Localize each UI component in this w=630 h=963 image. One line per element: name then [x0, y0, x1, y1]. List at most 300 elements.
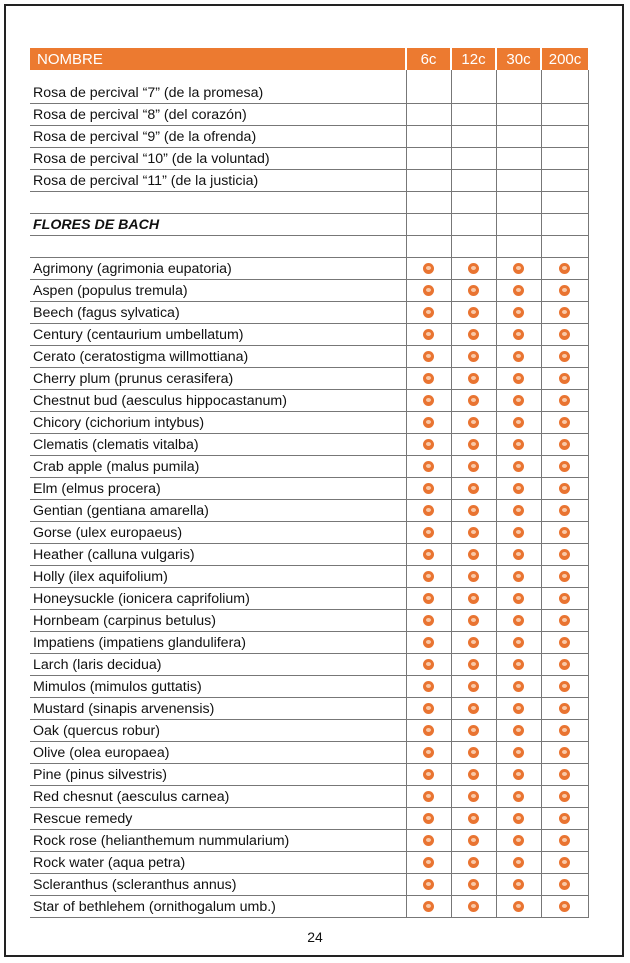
availability-dot-icon — [559, 725, 570, 736]
remedy-name: Holly (ilex aquifolium) — [30, 566, 406, 588]
availability-dot-icon — [468, 835, 479, 846]
remedy-name: Crab apple (malus pumila) — [30, 456, 406, 478]
availability-dot-icon — [513, 857, 524, 868]
potency-cell-6c — [406, 610, 451, 632]
remedy-name: Chicory (cichorium intybus) — [30, 412, 406, 434]
table-row — [30, 522, 588, 544]
potency-cell-6c — [406, 566, 451, 588]
blank-row — [30, 236, 588, 258]
availability-dot-icon — [559, 703, 570, 714]
remedy-name: Aspen (populus tremula) — [30, 280, 406, 302]
section-row — [30, 214, 588, 236]
potency-cell-6c — [406, 456, 451, 478]
potency-cell-12c — [451, 698, 496, 720]
availability-dot-icon — [513, 351, 524, 362]
table-row — [30, 742, 588, 764]
table-row — [30, 808, 588, 830]
availability-dot-icon — [423, 659, 434, 670]
potency-cell-200c — [541, 390, 588, 412]
potency-cell-6c — [406, 368, 451, 390]
remedy-name: Rosa de percival “7” (de la promesa) — [30, 82, 406, 104]
availability-dot-icon — [468, 659, 479, 670]
potency-cell-6c — [406, 148, 451, 170]
availability-dot-icon — [513, 769, 524, 780]
potency-cell-200c — [541, 830, 588, 852]
potency-cell-200c — [541, 500, 588, 522]
potency-cell-12c — [451, 148, 496, 170]
table-row — [30, 632, 588, 654]
availability-dot-icon — [468, 879, 479, 890]
potency-cell-30c — [496, 830, 541, 852]
availability-dot-icon — [423, 549, 434, 560]
availability-dot-icon — [468, 417, 479, 428]
availability-dot-icon — [513, 417, 524, 428]
availability-dot-icon — [559, 659, 570, 670]
potency-cell-12c — [451, 632, 496, 654]
availability-dot-icon — [559, 769, 570, 780]
potency-cell-200c — [541, 126, 588, 148]
remedy-name: Rosa de percival “9” (de la ofrenda) — [30, 126, 406, 148]
availability-dot-icon — [423, 857, 434, 868]
availability-dot-icon — [423, 879, 434, 890]
availability-dot-icon — [559, 901, 570, 912]
remedies-table — [30, 48, 589, 918]
potency-cell-6c — [406, 170, 451, 192]
potency-cell-6c — [406, 654, 451, 676]
availability-dot-icon — [468, 285, 479, 296]
table-row — [30, 676, 588, 698]
potency-cell-12c — [451, 456, 496, 478]
potency-cell-12c — [451, 544, 496, 566]
availability-dot-icon — [513, 571, 524, 582]
table-row — [30, 170, 588, 192]
availability-dot-icon — [423, 681, 434, 692]
potency-cell-12c — [451, 610, 496, 632]
availability-dot-icon — [513, 285, 524, 296]
potency-cell-6c — [406, 544, 451, 566]
potency-cell-30c — [496, 478, 541, 500]
availability-dot-icon — [559, 373, 570, 384]
remedy-name: Gentian (gentiana amarella) — [30, 500, 406, 522]
remedy-name: Agrimony (agrimonia eupatoria) — [30, 258, 406, 280]
potency-cell-30c — [496, 698, 541, 720]
potency-cell-200c — [541, 192, 588, 214]
table-row — [30, 478, 588, 500]
table-row — [30, 720, 588, 742]
potency-cell-30c — [496, 236, 541, 258]
availability-dot-icon — [423, 615, 434, 626]
availability-dot-icon — [559, 549, 570, 560]
column-header-6c: 6c — [406, 48, 451, 70]
availability-dot-icon — [513, 791, 524, 802]
potency-cell-200c — [541, 412, 588, 434]
availability-dot-icon — [513, 901, 524, 912]
potency-cell-200c — [541, 346, 588, 368]
potency-cell-200c — [541, 456, 588, 478]
availability-dot-icon — [559, 505, 570, 516]
potency-cell-30c — [496, 456, 541, 478]
potency-cell-200c — [541, 588, 588, 610]
remedy-name: Rock water (aqua petra) — [30, 852, 406, 874]
potency-cell-12c — [451, 434, 496, 456]
availability-dot-icon — [559, 263, 570, 274]
potency-cell-6c — [406, 434, 451, 456]
potency-cell-200c — [541, 874, 588, 896]
potency-cell-6c — [406, 786, 451, 808]
table-row — [30, 280, 588, 302]
remedy-name: Cerato (ceratostigma willmottiana) — [30, 346, 406, 368]
potency-cell-6c — [406, 412, 451, 434]
availability-dot-icon — [513, 725, 524, 736]
potency-cell-6c — [406, 698, 451, 720]
potency-cell-200c — [541, 280, 588, 302]
availability-dot-icon — [559, 417, 570, 428]
potency-cell-30c — [496, 852, 541, 874]
availability-dot-icon — [468, 483, 479, 494]
potency-cell-30c — [496, 654, 541, 676]
potency-cell-200c — [541, 764, 588, 786]
availability-dot-icon — [559, 747, 570, 758]
availability-dot-icon — [513, 637, 524, 648]
availability-dot-icon — [468, 263, 479, 274]
potency-cell-12c — [451, 126, 496, 148]
availability-dot-icon — [468, 351, 479, 362]
potency-cell-30c — [496, 566, 541, 588]
availability-dot-icon — [513, 879, 524, 890]
potency-cell-6c — [406, 302, 451, 324]
availability-dot-icon — [559, 813, 570, 824]
potency-cell-12c — [451, 764, 496, 786]
potency-cell-200c — [541, 104, 588, 126]
remedy-name: Gorse (ulex europaeus) — [30, 522, 406, 544]
availability-dot-icon — [423, 769, 434, 780]
potency-cell-30c — [496, 522, 541, 544]
potency-cell-6c — [406, 852, 451, 874]
availability-dot-icon — [559, 307, 570, 318]
potency-cell-12c — [451, 390, 496, 412]
availability-dot-icon — [513, 373, 524, 384]
availability-dot-icon — [559, 395, 570, 406]
availability-dot-icon — [559, 791, 570, 802]
remedy-name: Impatiens (impatiens glandulifera) — [30, 632, 406, 654]
availability-dot-icon — [423, 329, 434, 340]
availability-dot-icon — [559, 637, 570, 648]
availability-dot-icon — [513, 703, 524, 714]
potency-cell-200c — [541, 896, 588, 918]
potency-cell-30c — [496, 786, 541, 808]
availability-dot-icon — [468, 373, 479, 384]
potency-cell-30c — [496, 148, 541, 170]
potency-cell-12c — [451, 412, 496, 434]
availability-dot-icon — [513, 593, 524, 604]
availability-dot-icon — [559, 483, 570, 494]
potency-cell-6c — [406, 764, 451, 786]
table-row — [30, 456, 588, 478]
potency-cell-12c — [451, 214, 496, 236]
potency-cell-6c — [406, 258, 451, 280]
potency-cell-200c — [541, 676, 588, 698]
availability-dot-icon — [468, 901, 479, 912]
availability-dot-icon — [559, 351, 570, 362]
availability-dot-icon — [468, 637, 479, 648]
table-row — [30, 390, 588, 412]
potency-cell-6c — [406, 632, 451, 654]
table-row — [30, 896, 588, 918]
availability-dot-icon — [423, 901, 434, 912]
table-row — [30, 82, 588, 104]
availability-dot-icon — [468, 725, 479, 736]
potency-cell-12c — [451, 896, 496, 918]
table-row — [30, 588, 588, 610]
potency-cell-200c — [541, 544, 588, 566]
availability-dot-icon — [468, 769, 479, 780]
potency-cell-30c — [496, 808, 541, 830]
table-row — [30, 654, 588, 676]
availability-dot-icon — [513, 307, 524, 318]
table-row — [30, 852, 588, 874]
table-row — [30, 104, 588, 126]
potency-cell-12c — [451, 104, 496, 126]
availability-dot-icon — [423, 505, 434, 516]
potency-cell-200c — [541, 698, 588, 720]
availability-dot-icon — [513, 747, 524, 758]
availability-dot-icon — [559, 835, 570, 846]
availability-dot-icon — [513, 439, 524, 450]
potency-cell-30c — [496, 346, 541, 368]
potency-cell-12c — [451, 170, 496, 192]
potency-cell-6c — [406, 896, 451, 918]
table-row — [30, 324, 588, 346]
potency-cell-12c — [451, 720, 496, 742]
potency-cell-12c — [451, 258, 496, 280]
potency-cell-6c — [406, 236, 451, 258]
blank-row — [30, 192, 588, 214]
availability-dot-icon — [423, 395, 434, 406]
potency-cell-6c — [406, 280, 451, 302]
potency-cell-200c — [541, 434, 588, 456]
potency-cell-30c — [496, 82, 541, 104]
availability-dot-icon — [513, 813, 524, 824]
potency-cell-30c — [496, 170, 541, 192]
potency-cell-12c — [451, 830, 496, 852]
availability-dot-icon — [468, 593, 479, 604]
potency-cell-30c — [496, 720, 541, 742]
potency-cell-200c — [541, 258, 588, 280]
potency-cell-12c — [451, 280, 496, 302]
potency-cell-12c — [451, 302, 496, 324]
potency-cell-12c — [451, 654, 496, 676]
potency-cell-30c — [496, 896, 541, 918]
availability-dot-icon — [513, 505, 524, 516]
potency-cell-30c — [496, 192, 541, 214]
potency-cell-12c — [451, 368, 496, 390]
table-row — [30, 126, 588, 148]
availability-dot-icon — [513, 549, 524, 560]
potency-cell-30c — [496, 302, 541, 324]
potency-cell-6c — [406, 676, 451, 698]
potency-cell-6c — [406, 588, 451, 610]
page-number: 24 — [307, 929, 323, 945]
potency-cell-200c — [541, 522, 588, 544]
remedy-name: Rosa de percival “11” (de la justicia) — [30, 170, 406, 192]
remedy-name: Scleranthus (scleranthus annus) — [30, 874, 406, 896]
potency-cell-200c — [541, 566, 588, 588]
potency-cell-12c — [451, 500, 496, 522]
table-row — [30, 544, 588, 566]
column-header-name: NOMBRE — [30, 48, 406, 70]
potency-cell-30c — [496, 544, 541, 566]
availability-dot-icon — [559, 615, 570, 626]
potency-cell-200c — [541, 720, 588, 742]
potency-cell-200c — [541, 302, 588, 324]
availability-dot-icon — [423, 791, 434, 802]
remedy-name: Star of bethlehem (ornithogalum umb.) — [30, 896, 406, 918]
availability-dot-icon — [468, 461, 479, 472]
table-row — [30, 434, 588, 456]
table-row — [30, 148, 588, 170]
table-row — [30, 258, 588, 280]
potency-cell-30c — [496, 104, 541, 126]
potency-cell-6c — [406, 104, 451, 126]
availability-dot-icon — [423, 483, 434, 494]
potency-cell-6c — [406, 390, 451, 412]
availability-dot-icon — [559, 461, 570, 472]
availability-dot-icon — [468, 857, 479, 868]
potency-cell-200c — [541, 368, 588, 390]
potency-cell-12c — [451, 874, 496, 896]
availability-dot-icon — [423, 703, 434, 714]
potency-cell-12c — [451, 852, 496, 874]
availability-dot-icon — [468, 681, 479, 692]
potency-cell-6c — [406, 742, 451, 764]
table-row — [30, 610, 588, 632]
availability-dot-icon — [423, 307, 434, 318]
potency-cell-6c — [406, 82, 451, 104]
potency-cell-200c — [541, 324, 588, 346]
availability-dot-icon — [423, 527, 434, 538]
availability-dot-icon — [468, 439, 479, 450]
availability-dot-icon — [423, 813, 434, 824]
availability-dot-icon — [423, 835, 434, 846]
remedy-name: Century (centaurium umbellatum) — [30, 324, 406, 346]
column-header-200c: 200c — [541, 48, 588, 70]
header-spacer-row — [30, 70, 588, 82]
remedy-name: Mustard (sinapis arvenensis) — [30, 698, 406, 720]
potency-cell-30c — [496, 126, 541, 148]
potency-cell-30c — [496, 390, 541, 412]
availability-dot-icon — [559, 593, 570, 604]
availability-dot-icon — [423, 373, 434, 384]
potency-cell-6c — [406, 808, 451, 830]
availability-dot-icon — [468, 703, 479, 714]
table-row — [30, 698, 588, 720]
availability-dot-icon — [468, 571, 479, 582]
availability-dot-icon — [423, 571, 434, 582]
availability-dot-icon — [513, 659, 524, 670]
potency-cell-6c — [406, 522, 451, 544]
availability-dot-icon — [423, 351, 434, 362]
potency-cell-30c — [496, 742, 541, 764]
remedy-name: Rosa de percival “8” (del corazón) — [30, 104, 406, 126]
potency-cell-6c — [406, 720, 451, 742]
remedy-name: Chestnut bud (aesculus hippocastanum) — [30, 390, 406, 412]
availability-dot-icon — [468, 527, 479, 538]
potency-cell-12c — [451, 566, 496, 588]
availability-dot-icon — [513, 461, 524, 472]
remedy-name: Clematis (clematis vitalba) — [30, 434, 406, 456]
availability-dot-icon — [559, 879, 570, 890]
remedy-name: Beech (fagus sylvatica) — [30, 302, 406, 324]
potency-cell-200c — [541, 786, 588, 808]
availability-dot-icon — [423, 747, 434, 758]
table-row — [30, 500, 588, 522]
potency-cell-30c — [496, 588, 541, 610]
remedy-name: Pine (pinus silvestris) — [30, 764, 406, 786]
potency-cell-6c — [406, 126, 451, 148]
potency-cell-12c — [451, 522, 496, 544]
availability-dot-icon — [559, 571, 570, 582]
potency-cell-30c — [496, 500, 541, 522]
table-header-row — [30, 48, 588, 70]
potency-cell-30c — [496, 412, 541, 434]
potency-cell-200c — [541, 170, 588, 192]
column-header-12c: 12c — [451, 48, 496, 70]
potency-cell-6c — [406, 324, 451, 346]
potency-cell-200c — [541, 852, 588, 874]
potency-cell-200c — [541, 214, 588, 236]
availability-dot-icon — [559, 681, 570, 692]
table-row — [30, 302, 588, 324]
potency-cell-200c — [541, 808, 588, 830]
potency-cell-12c — [451, 82, 496, 104]
potency-cell-200c — [541, 632, 588, 654]
potency-cell-30c — [496, 676, 541, 698]
potency-cell-30c — [496, 324, 541, 346]
availability-dot-icon — [513, 483, 524, 494]
table-row — [30, 368, 588, 390]
availability-dot-icon — [468, 813, 479, 824]
table-row — [30, 412, 588, 434]
availability-dot-icon — [559, 439, 570, 450]
potency-cell-200c — [541, 82, 588, 104]
availability-dot-icon — [423, 637, 434, 648]
potency-cell-12c — [451, 346, 496, 368]
potency-cell-30c — [496, 368, 541, 390]
remedy-name: Rescue remedy — [30, 808, 406, 830]
potency-cell-6c — [406, 478, 451, 500]
availability-dot-icon — [423, 439, 434, 450]
potency-cell-6c — [406, 500, 451, 522]
availability-dot-icon — [423, 417, 434, 428]
section-title: FLORES DE BACH — [30, 214, 406, 236]
potency-cell-30c — [496, 610, 541, 632]
potency-cell-30c — [496, 280, 541, 302]
table-body — [30, 70, 588, 918]
availability-dot-icon — [423, 725, 434, 736]
potency-cell-6c — [406, 192, 451, 214]
potency-cell-200c — [541, 148, 588, 170]
potency-cell-6c — [406, 346, 451, 368]
potency-cell-200c — [541, 236, 588, 258]
availability-dot-icon — [559, 285, 570, 296]
availability-dot-icon — [468, 549, 479, 560]
potency-cell-12c — [451, 192, 496, 214]
availability-dot-icon — [559, 857, 570, 868]
availability-dot-icon — [423, 461, 434, 472]
table-row — [30, 764, 588, 786]
table-row — [30, 346, 588, 368]
availability-dot-icon — [423, 263, 434, 274]
